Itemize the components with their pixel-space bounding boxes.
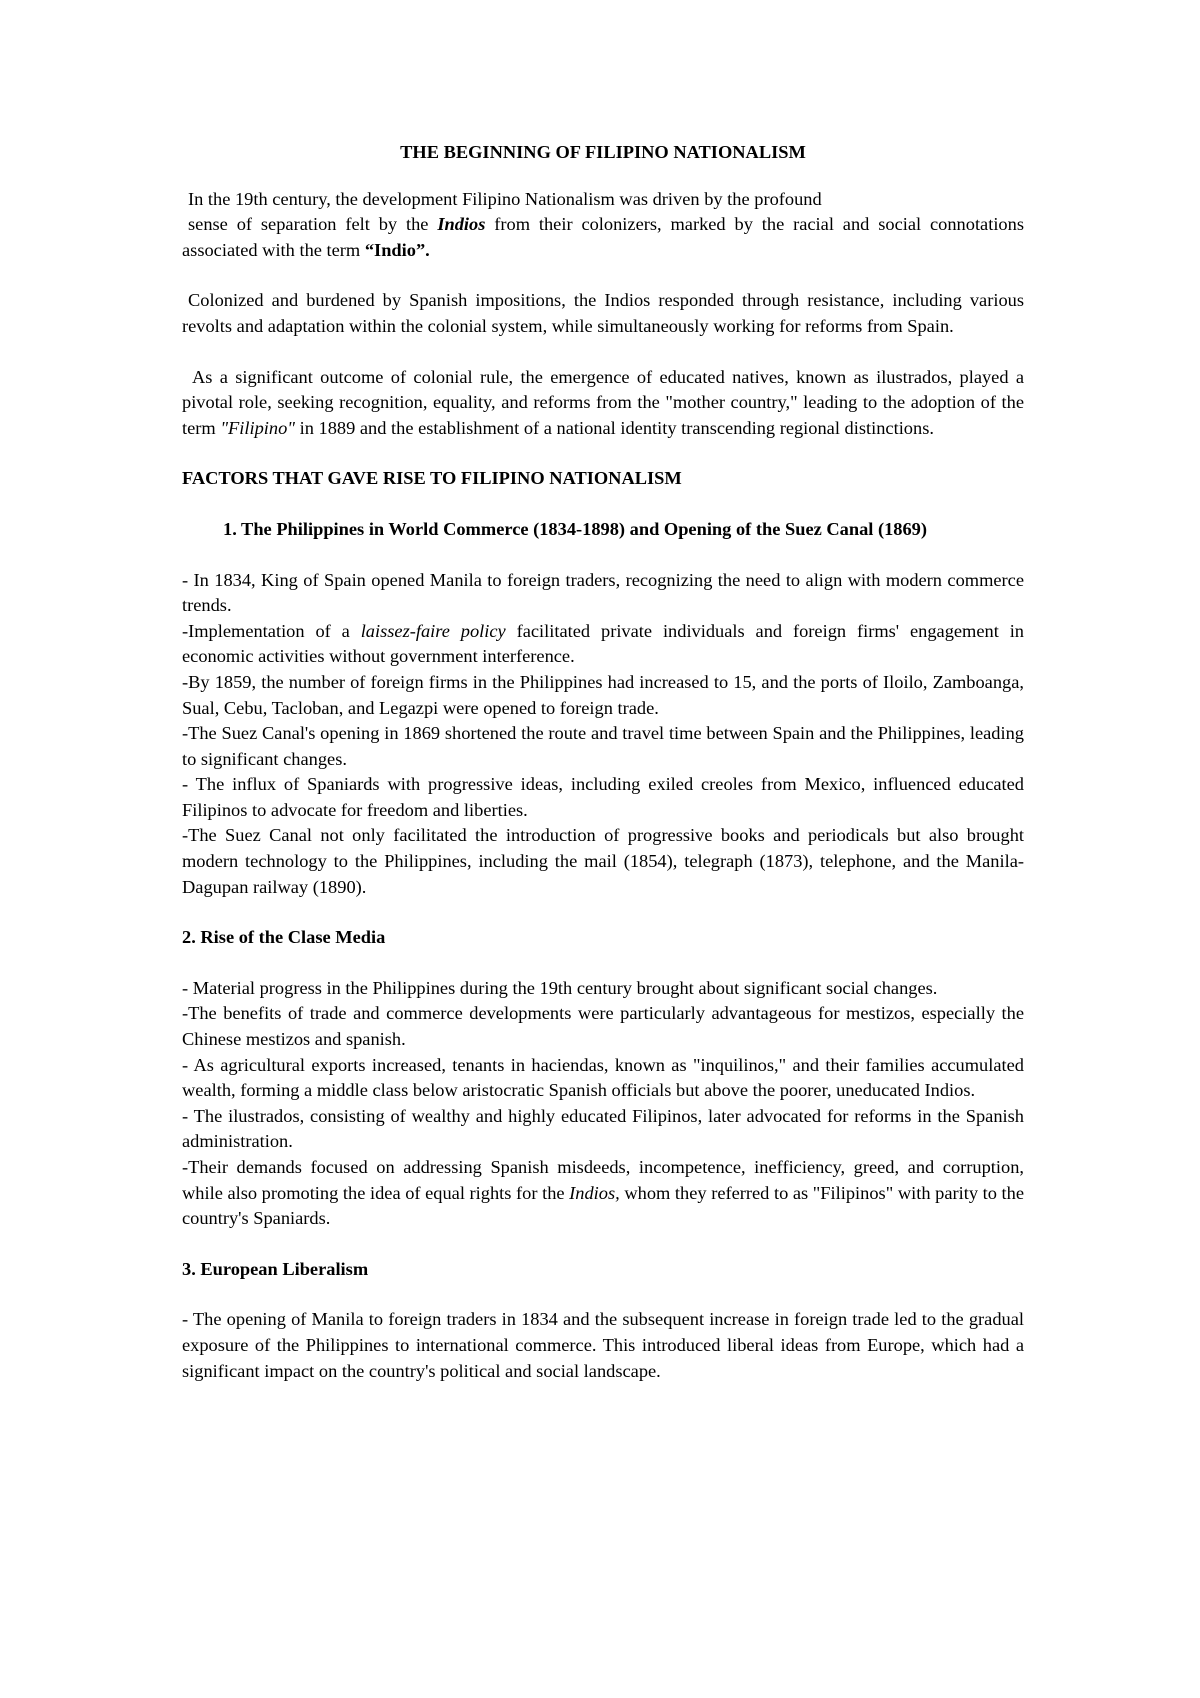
laissez-faire-term: laissez-faire policy <box>360 620 506 641</box>
factor-3-bullets <box>182 1307 1024 1384</box>
factor-2-bullet-1: - Material progress in the Philippines during the 19th century brought about significant social changes. <box>182 977 938 998</box>
intro-p1-line2b: from their colonizers, marked by the racial and social connotations associated with the term <box>182 214 1024 260</box>
factors-heading: FACTORS THAT GAVE RISE TO FILIPINO NATIONALISM <box>182 468 682 489</box>
intro-p3-a: As a significant outcome of colonial rule, the emergence of educated natives, known as ilustrados, played a pivotal role, seeking recognition, equality, and reforms from the "mother country," leading to the adoption of the term <box>182 366 1024 438</box>
intro-p1-line2a: sense of separation felt by the <box>188 214 438 235</box>
factor-1-bullet-1: - In 1834, King of Spain opened Manila to foreign traders, recognizing the need to align with modern commerce trends. <box>182 569 1024 616</box>
indios-term: Indios, <box>569 1182 620 1203</box>
intro-p1-indios: Indios <box>437 214 486 235</box>
factor-3-bullet-1: - The opening of Manila to foreign traders in 1834 and the subsequent increase in foreign trade led to the gradual exposure of the Philippines to international commerce. This introduced liberal ideas from Europe, which had a significant impact on the country's political and social landscape. <box>182 1309 1024 1381</box>
factor-2-bullet-5 <box>182 1155 1024 1232</box>
factor-2-bullet-3: - As agricultural exports increased, tenants in haciendas, known as "inquilinos," and their families accumulated wealth, forming a middle class below aristocratic Spanish officials but above the poorer, uneducated Indios. <box>182 1054 1024 1101</box>
factor-1-heading: 1. The Philippines in World Commerce (1834-1898) and Opening of the Suez Canal (1869) <box>223 518 927 539</box>
document-page <box>182 140 1024 1384</box>
document-title: THE BEGINNING OF FILIPINO NATIONALISM <box>400 142 806 162</box>
intro-section <box>182 187 1024 442</box>
factor-2-bullet-4: - The ilustrados, consisting of wealthy and highly educated Filipinos, later advocated for reforms in the Spanish administration. <box>182 1105 1024 1152</box>
factor-1-bullets <box>182 568 1024 901</box>
factor-1-bullet-2 <box>182 619 1024 670</box>
intro-p1-indio-term: “Indio”. <box>364 239 430 260</box>
intro-p1-line1: In the 19th century, the development Filipino Nationalism was driven by the profound <box>188 188 822 209</box>
intro-p3-b: in 1889 and the establishment of a national identity transcending regional distinctions. <box>295 417 934 438</box>
factor-1-bullet-2-b: facilitated private individuals and foreign firms' engagement in economic activities without government interference. <box>182 620 1024 667</box>
factor-1-bullet-3: -By 1859, the number of foreign firms in the Philippines had increased to 15, and the ports of Iloilo, Zamboanga, Sual, Cebu, Tacloban, and Legazpi were opened to foreign trade. <box>182 671 1024 718</box>
factor-1-bullet-4: -The Suez Canal's opening in 1869 shortened the route and travel time between Spain and the Philippines, leading to significant changes. <box>182 723 1024 769</box>
factor-1-bullet-5: - The influx of Spaniards with progressive ideas, including exiled creoles from Mexico, influenced educated Filipinos to advocate for freedom and liberties. <box>182 774 1024 820</box>
factor-2-bullets <box>182 976 1024 1232</box>
factor-1-bullet-2-a: -Implementation of a <box>182 620 361 641</box>
factor-2-bullet-5-b: whom they referred to as "Filipinos" with parity to the country's Spaniards. <box>182 1182 1024 1229</box>
intro-p3-filipino: "Filipino" <box>220 417 296 438</box>
intro-paragraph-3 <box>182 365 1024 442</box>
factor-2-bullet-5-a: -Their demands focused on addressing Spanish misdeeds, incompetence, inefficiency, greed, and corruption, while also promoting the idea of equal rights for the <box>182 1157 1024 1203</box>
factor-1-bullet-6: -The Suez Canal not only facilitated the introduction of progressive books and periodicals but also brought modern technology to the Philippines, including the mail (1854), telegraph (1873), telephone, and the Manila-Dagupan railway (1890). <box>182 825 1024 897</box>
factor-2-bullet-2: -The benefits of trade and commerce developments were particularly advantageous for mestizos, especially the Chinese mestizos and spanish. <box>182 1003 1024 1050</box>
intro-paragraph-2: Colonized and burdened by Spanish impositions, the Indios responded through resistance, including various revolts and adaptation within the colonial system, while simultaneously working for reforms from Spain. <box>182 290 1024 336</box>
factor-3-heading: 3. European Liberalism <box>182 1258 369 1279</box>
factor-2-heading: 2. Rise of the Clase Media <box>182 927 386 948</box>
intro-paragraph-1 <box>182 187 1024 264</box>
